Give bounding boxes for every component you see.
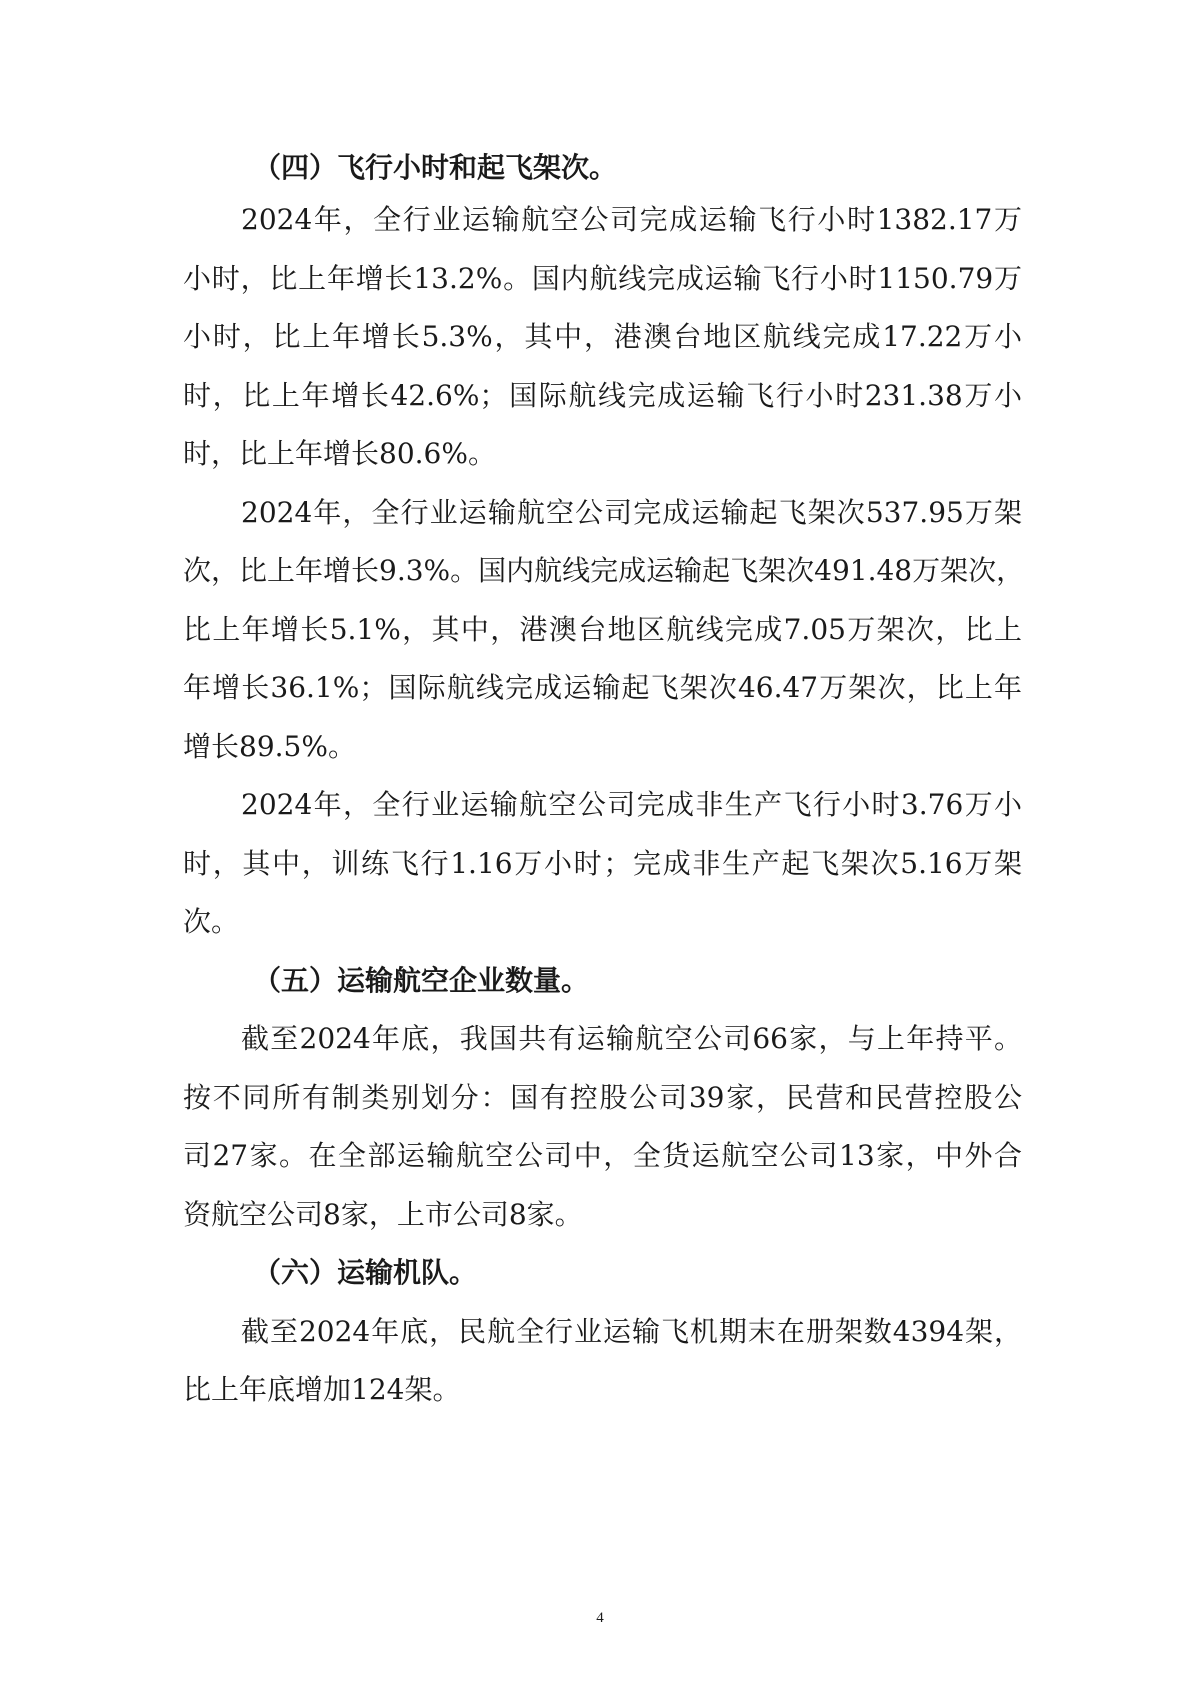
paragraph-line: 小时，比上年增长5.3%，其中，港澳台地区航线完成17.22万小 [183,320,1022,353]
paragraph-line: 次，比上年增长9.3%。国内航线完成运输起飞架次491.48万架次， [183,554,1025,587]
paragraph-line: 时，其中，训练飞行1.16万小时；完成非生产起飞架次5.16万架 [183,846,1022,880]
paragraph-line: 时，比上年增长80.6%。 [183,437,496,470]
paragraph-line: 次。 [183,905,240,938]
paragraph-line: 比上年增长5.1%，其中，港澳台地区航线完成7.05万架次，比上 [183,612,1022,646]
section-heading: （六）运输机队。 [253,1256,478,1289]
paragraph-line: 司27家。在全部运输航空公司中，全货运航空公司13家，中外合 [183,1139,1022,1172]
paragraph-line: 增长89.5%。 [183,729,356,763]
paragraph-line: 截至2024年底，我国共有运输航空公司66家，与上年持平。 [241,1022,1022,1055]
section-heading: （四）飞行小时和起飞架次。 [253,151,618,184]
paragraph-line: 2024年，全行业运输航空公司完成运输飞行小时1382.17万 [241,203,1022,236]
section-heading: （五）运输航空企业数量。 [253,963,590,997]
paragraph-line: 年增长36.1%；国际航线完成运输起飞架次46.47万架次，比上年 [183,671,1022,704]
page-number: 4 [596,1610,604,1626]
paragraph-line: 截至2024年底，民航全行业运输飞机期末在册架数4394架， [241,1314,1022,1348]
paragraph-line: 比上年底增加124架。 [183,1373,461,1406]
paragraph-line: 小时，比上年增长13.2%。国内航线完成运输飞行小时1150.79万 [183,261,1022,295]
paragraph-line: 资航空公司8家，上市公司8家。 [183,1197,583,1231]
paragraph-line: 按不同所有制类别划分：国有控股公司39家，民营和民营控股公 [183,1080,1022,1114]
paragraph-line: 时，比上年增长42.6%；国际航线完成运输飞行小时231.38万小 [183,378,1022,412]
paragraph-line: 2024年，全行业运输航空公司完成非生产飞行小时3.76万小 [241,788,1022,821]
paragraph-line: 2024年，全行业运输航空公司完成运输起飞架次537.95万架 [241,495,1022,529]
